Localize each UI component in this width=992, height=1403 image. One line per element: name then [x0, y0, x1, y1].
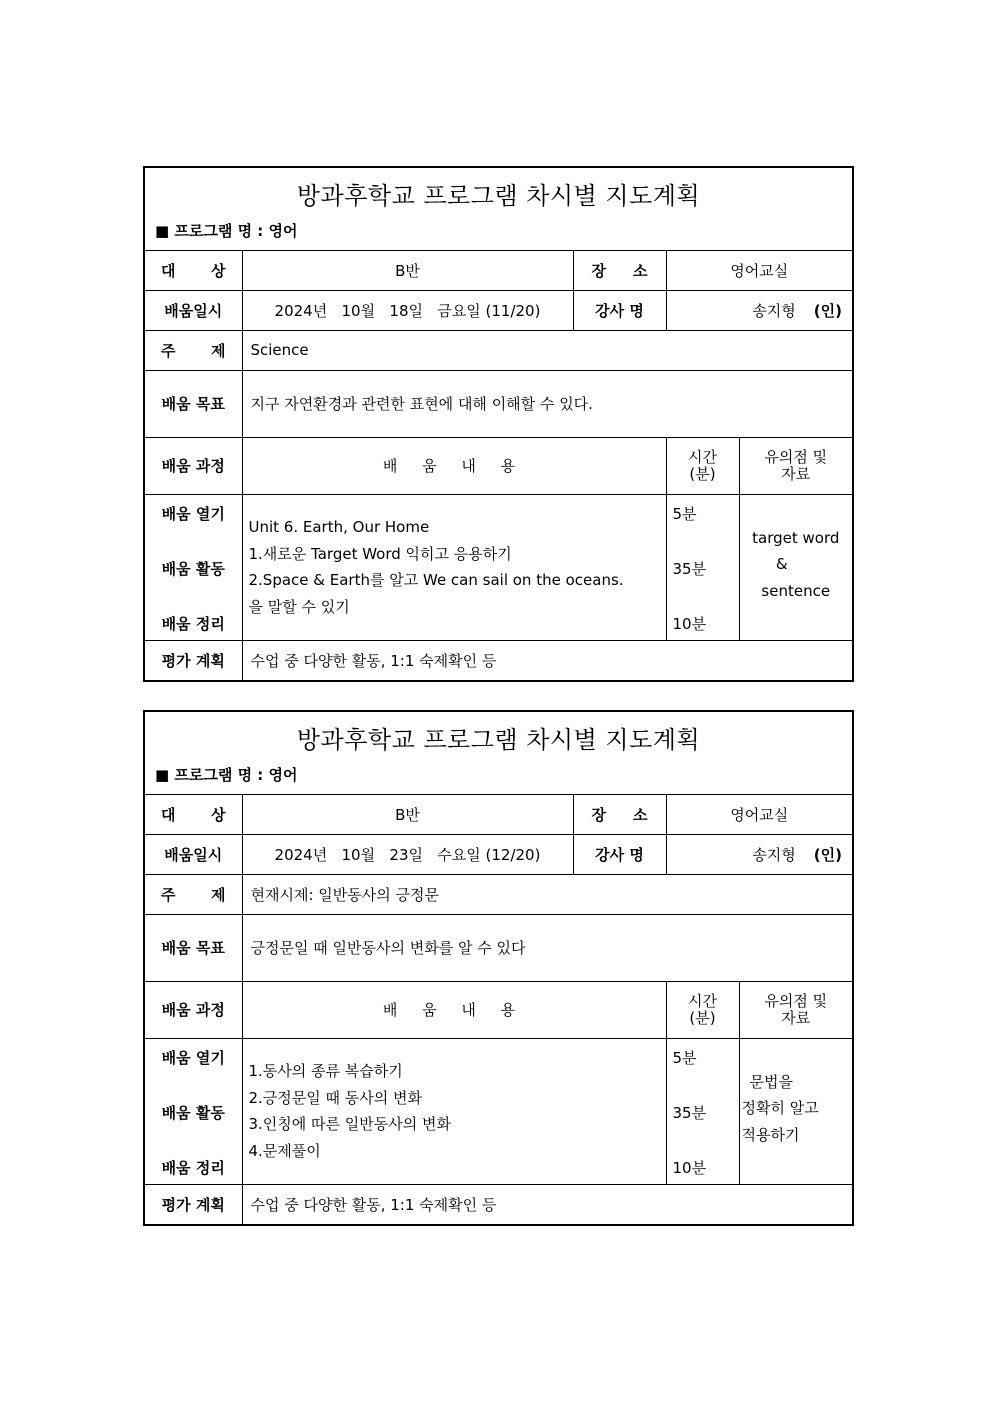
- content-line: 2.긍정문일 때 동사의 변화: [248, 1088, 423, 1107]
- notes-header: 유의점 및 자료: [739, 981, 852, 1038]
- place-label: 장 소: [573, 794, 666, 834]
- content-header: 배 움 내 용: [242, 437, 666, 494]
- plan-header: [145, 712, 852, 794]
- teacher-value: [666, 834, 852, 874]
- notes-line: 문법을: [749, 1072, 793, 1091]
- stage-close: 배움 정리: [161, 1158, 225, 1177]
- eval-label: 평가 계획: [145, 640, 242, 680]
- teacher-name: 송지형: [752, 301, 796, 320]
- eval-value: 수업 중 다양한 활동, 1:1 숙제확인 등: [242, 1184, 852, 1224]
- plan-title: 방과후학교 프로그램 차시별 지도계획: [296, 182, 701, 210]
- time-activity: 35분: [672, 559, 707, 578]
- time-header: 시간 (분): [666, 981, 739, 1038]
- goal-label: 배움 목표: [145, 914, 242, 981]
- stage-open: 배움 열기: [161, 1048, 225, 1067]
- stage-labels: [145, 494, 242, 640]
- stage-open: 배움 열기: [161, 504, 225, 523]
- content-line: 2.Space & Earth를 알고 We can sail on the oceans.: [248, 571, 624, 589]
- date-value: 2024년 10월 23일 수요일 (12/20): [242, 834, 573, 874]
- date-label: 배움일시: [145, 834, 242, 874]
- notes-line: sentence: [761, 581, 831, 600]
- target-value: B반: [242, 794, 573, 834]
- program-name: ■ 프로그램 명 : 영어: [155, 766, 298, 784]
- time-header: 시간 (분): [666, 437, 739, 494]
- content-line: 1.새로운 Target Word 익히고 응용하기: [248, 544, 512, 563]
- content-line: 을 말할 수 있기: [248, 597, 350, 616]
- teacher-value: [666, 290, 852, 330]
- eval-label: 평가 계획: [145, 1184, 242, 1224]
- content-cell: [242, 494, 666, 640]
- stage-activity: 배움 활동: [161, 1103, 225, 1122]
- seal-mark: (인): [813, 301, 842, 320]
- place-value: 영어교실: [666, 794, 852, 834]
- topic-value: 현재시제: 일반동사의 긍정문: [242, 874, 852, 914]
- time-cell: [666, 494, 739, 640]
- time-open: 5분: [672, 1048, 697, 1067]
- teacher-label: 강사 명: [573, 834, 666, 874]
- lesson-plan-2: [143, 710, 854, 1226]
- place-label: 장 소: [573, 250, 666, 290]
- teacher-name: 송지형: [752, 845, 796, 864]
- topic-label: 주 제: [145, 330, 242, 370]
- time-activity: 35분: [672, 1103, 707, 1122]
- stage-activity: 배움 활동: [161, 559, 225, 578]
- program-name: ■ 프로그램 명 : 영어: [155, 222, 298, 240]
- plan-title: 방과후학교 프로그램 차시별 지도계획: [296, 726, 701, 754]
- content-line: 4.문제풀이: [248, 1141, 321, 1160]
- stage-labels: [145, 1038, 242, 1184]
- goal-value: 지구 자연환경과 관련한 표현에 대해 이해할 수 있다.: [242, 370, 852, 437]
- date-value: 2024년 10월 18일 금요일 (11/20): [242, 290, 573, 330]
- date-label: 배움일시: [145, 290, 242, 330]
- content-line: 1.동사의 종류 복습하기: [248, 1062, 403, 1080]
- notes-cell: [739, 494, 852, 640]
- stage-close: 배움 정리: [161, 614, 225, 633]
- seal-mark: (인): [813, 845, 842, 864]
- topic-value: Science: [242, 330, 852, 370]
- target-value: B반: [242, 250, 573, 290]
- target-label: 대 상: [145, 794, 242, 834]
- topic-label: 주 제: [145, 874, 242, 914]
- eval-value: 수업 중 다양한 활동, 1:1 숙제확인 등: [242, 640, 852, 680]
- content-header: 배 움 내 용: [242, 981, 666, 1038]
- target-label: 대 상: [145, 250, 242, 290]
- plan-header: [145, 168, 852, 250]
- notes-header: 유의점 및 자료: [739, 437, 852, 494]
- time-cell: [666, 1038, 739, 1184]
- teacher-label: 강사 명: [573, 290, 666, 330]
- lesson-plan-1: [143, 166, 854, 682]
- process-label: 배움 과정: [145, 981, 242, 1038]
- content-line: Unit 6. Earth, Our Home: [248, 518, 430, 536]
- time-close: 10분: [672, 614, 707, 633]
- process-label: 배움 과정: [145, 437, 242, 494]
- content-cell: [242, 1038, 666, 1184]
- time-close: 10분: [672, 1158, 707, 1177]
- content-line: 3.인칭에 따른 일반동사의 변화: [248, 1115, 451, 1133]
- notes-line: 적용하기: [741, 1125, 800, 1144]
- notes-line: &: [775, 555, 788, 573]
- goal-label: 배움 목표: [145, 370, 242, 437]
- notes-line: target word: [752, 528, 840, 547]
- place-value: 영어교실: [666, 250, 852, 290]
- notes-cell: [739, 1038, 852, 1184]
- goal-value: 긍정문일 때 일반동사의 변화를 알 수 있다: [242, 914, 852, 981]
- time-open: 5분: [672, 504, 697, 523]
- notes-line: 정확히 알고: [741, 1099, 819, 1117]
